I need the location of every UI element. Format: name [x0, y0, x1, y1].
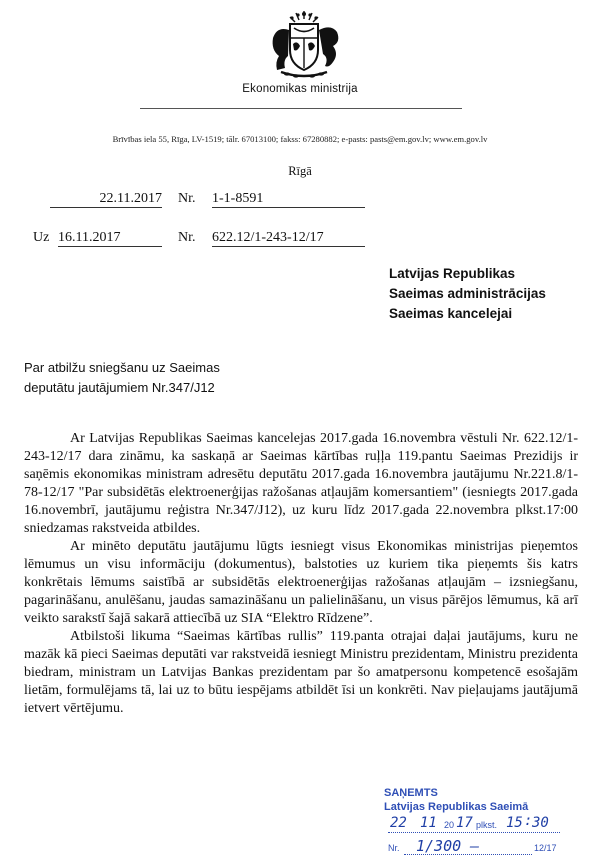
stamp-organization: Latvijas Republikas Saeimā — [384, 801, 529, 813]
recipient-line: Latvijas Republikas — [389, 266, 516, 281]
letter-date: 22.11.2017 — [50, 191, 162, 208]
coat-of-arms-icon — [263, 8, 345, 80]
recipient-line: Saeimas kancelejai — [389, 306, 513, 321]
stamp-time-separator: : — [524, 813, 533, 829]
stamp-number: 1/300 – — [416, 837, 480, 855]
ministry-contacts: Brīvības iela 55, Rīga, LV-1519; tālr. 67013100; fakss: 67280882; e-pasts: pasts@em.gov.lv; www.em.gov.lv — [112, 134, 488, 144]
stamp-minute: 30 — [532, 815, 549, 831]
reply-to-number-label: Nr. — [178, 230, 196, 245]
stamp-day: 22 — [390, 815, 407, 831]
recipient-line: Saeimas administrācijas — [389, 286, 546, 301]
stamp-title: SAŅEMTS — [384, 787, 438, 799]
reply-to-date: 16.11.2017 — [58, 230, 162, 247]
ministry-name: Ekonomikas ministrija — [242, 83, 358, 95]
subject-line: deputātu jautājumiem Nr.347/J12 — [24, 380, 215, 395]
reply-to-number: 622.12/1-243-12/17 — [212, 230, 365, 247]
stamp-hour: 15 — [506, 815, 523, 831]
letter-subject — [24, 358, 220, 398]
received-stamp — [384, 787, 574, 857]
stamp-number-suffix: 12/17 — [534, 843, 557, 853]
stamp-number-label: Nr. — [388, 843, 400, 853]
recipient-block — [389, 264, 546, 324]
body-paragraph: Ar minēto deputātu jautājumu lūgts iesniegt visus Ekonomikas ministrijas pieņemtos lēmumus un visu informāciju (dokumentus), balstoties uz kuriem tika pieņemts šis katrs konkrētais lēmums saistībā ar subsidētās elektroenerģijas ražošanas atļaujām – izsniegšanu, pagarināšanu, anulēšanu, jaudas samazināšanu un palielināšanu, un visus pārējos lēmumus, kā arī veikto sarakstī šajā sakarā attiecībā uz SIA “Elektro Rīdzene”. — [24, 539, 578, 626]
subject-line: Par atbilžu sniegšanu uz Saeimas — [24, 360, 220, 375]
letter-body — [24, 430, 578, 718]
stamp-time-label: plkst. — [476, 820, 498, 830]
stamp-date-row — [384, 815, 574, 835]
header-divider — [140, 108, 462, 109]
stamp-month: 11 — [420, 815, 437, 831]
stamp-number-underline — [404, 854, 532, 855]
place-of-issue: Rīgā — [288, 164, 312, 178]
letter-number: 1-1-8591 — [212, 191, 365, 208]
stamp-date-underline — [388, 832, 560, 833]
reply-to-label: Uz — [33, 230, 50, 245]
body-paragraph: Atbilstoši likuma “Saeimas kārtības rullis” 119.panta otrajai daļai jautājums, kuru ne mazāk kā pieci Saeimas deputāti var rakstveidā iesniegt Ministru prezidentam, Ministru prezidenta biedram, ministram un Latvijas Bankas prezidentam par šo amatpersonu kompetencē esošajām lietām, formulējams tā, lai uz to būtu iespējams atbildēt īsi un konkrēti. Nav pieļaujams jautājumā ietvert vērtējumu. — [24, 629, 578, 716]
stamp-year: 17 — [456, 815, 473, 831]
stamp-year-prefix: 20 — [444, 820, 455, 830]
stamp-number-row — [384, 835, 574, 857]
letter-number-label: Nr. — [178, 191, 196, 206]
body-paragraph: Ar Latvijas Republikas Saeimas kancelejas 2017.gada 16.novembra vēstuli Nr. 622.12/1-243-12/17 dara zināmu, ka saskaņā ar Saeimas kārtības ruļļa 119.pantu Saeimas Prezidijs ir saņēmis ekonomikas ministram adresētu deputātu 2017.gada 16.novembra jautājumu Nr.221.8/1-78-12/17 "Par subsidētās elektroenerģijas ražošanas atļaujām komersantiem" (iesniegts 2017.gada 16.novembrī, jautājumu reģistra Nr.347/J12), uz kuru līdz 2017.gada 22.novembra plkst.17:00 sniedzamas rakstveida atbildes. — [24, 431, 578, 536]
